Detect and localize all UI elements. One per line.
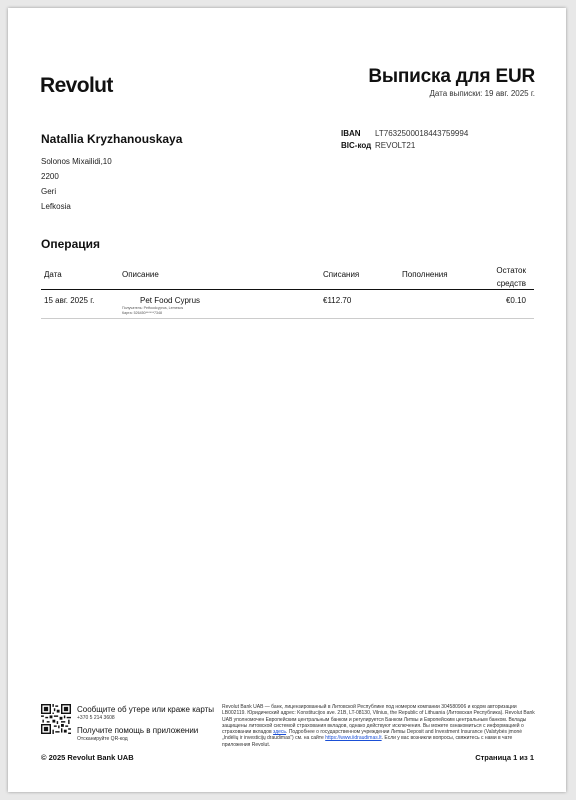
column-date: Дата (44, 270, 62, 279)
bic-label: BIC-код (341, 141, 372, 150)
scan-qr-text: Отсканируйте QR-код (77, 736, 128, 742)
column-debit: Списания (323, 270, 360, 279)
column-description: Описание (122, 270, 159, 279)
account-holder-name: Natallia Kryzhanouskaya (41, 132, 183, 146)
row-date: 15 авг. 2025 г. (44, 296, 95, 305)
legal-disclaimer (222, 704, 535, 748)
copyright: © 2025 Revolut Bank UAB (41, 753, 134, 762)
column-balance (476, 264, 526, 290)
column-balance-line-1: Остаток (496, 266, 526, 275)
revolut-logo: Revolut (40, 74, 113, 97)
statement-title: Выписка для EUR (368, 66, 535, 87)
bic-value: REVOLT21 (375, 141, 416, 150)
iban-value: LT763250001844375999​4 (375, 129, 469, 138)
column-credit: Пополнения (402, 270, 448, 279)
row-recipient: Получатель: Petfoodcyprus, Lemesos (122, 306, 184, 310)
in-app-help-text: Получите помощь в приложении (77, 726, 199, 735)
statement-page (8, 8, 566, 792)
table-row[interactable] (41, 291, 534, 319)
statement-date: Дата выписки: 19 авг. 2025 г. (429, 89, 535, 98)
address-line-4: Lefkosia (41, 202, 71, 211)
row-description: Pet Food Cyprus (140, 296, 201, 305)
column-balance-line-2: средств (496, 279, 526, 288)
support-phone[interactable]: +370 5 214 3608 (77, 715, 115, 721)
transactions-table-header (41, 254, 534, 290)
footer-contacts (77, 705, 214, 742)
qr-code-icon (41, 704, 71, 734)
iidraudimas-link[interactable]: https://www.iidraudimas.lt (325, 735, 382, 742)
row-card: Карта: 526450******7348 (122, 311, 162, 315)
deposit-insurance-link[interactable]: здесь (273, 729, 287, 736)
row-balance: €0.10 (505, 296, 526, 305)
address-line-2: 2200 (41, 172, 59, 181)
row-debit: €112.70 (323, 296, 352, 305)
iban-label: IBAN (341, 129, 361, 138)
legal-text-3: . Если у вас возникли вопросы, свяжитесь с нами в чате приложения Revolut. (222, 735, 513, 748)
legal-text-2: . Подробнее о государственном учреждении Литвы Deposit and Investment Insurance (Valstybės įmonė „Indėlių ir investicijų draudimas“) см. на сайте (222, 729, 523, 742)
address-line-3: Geri (41, 187, 57, 196)
address-line-1: Solonos Mixailidi,10 (41, 157, 112, 166)
lost-card-text: Сообщите об утере или краже карты (77, 705, 215, 714)
page-number: Страница 1 из 1 (475, 753, 534, 762)
bank-details (341, 128, 468, 152)
legal-text-1: Revolut Bank UAB — банк, лицензированный в Литовской Республике под номером компании 304580906 и кодом авторизации LB002119. Юридический адрес: Konstitucijos ave. 21B, LT-08130, Vilnius, the Republic of Lithuania (Литовская Республика). Revolut Bank UAB уполномочен Европейским центральным банком и регулируется Банком Литвы и Европейским центральным банком. Вклады защищены литовской системой страхования вкладов, однако действуют исключения. Вы можете ознакомиться с информацией о страховании вкладов (222, 704, 535, 736)
transactions-heading: Операция (41, 237, 101, 251)
